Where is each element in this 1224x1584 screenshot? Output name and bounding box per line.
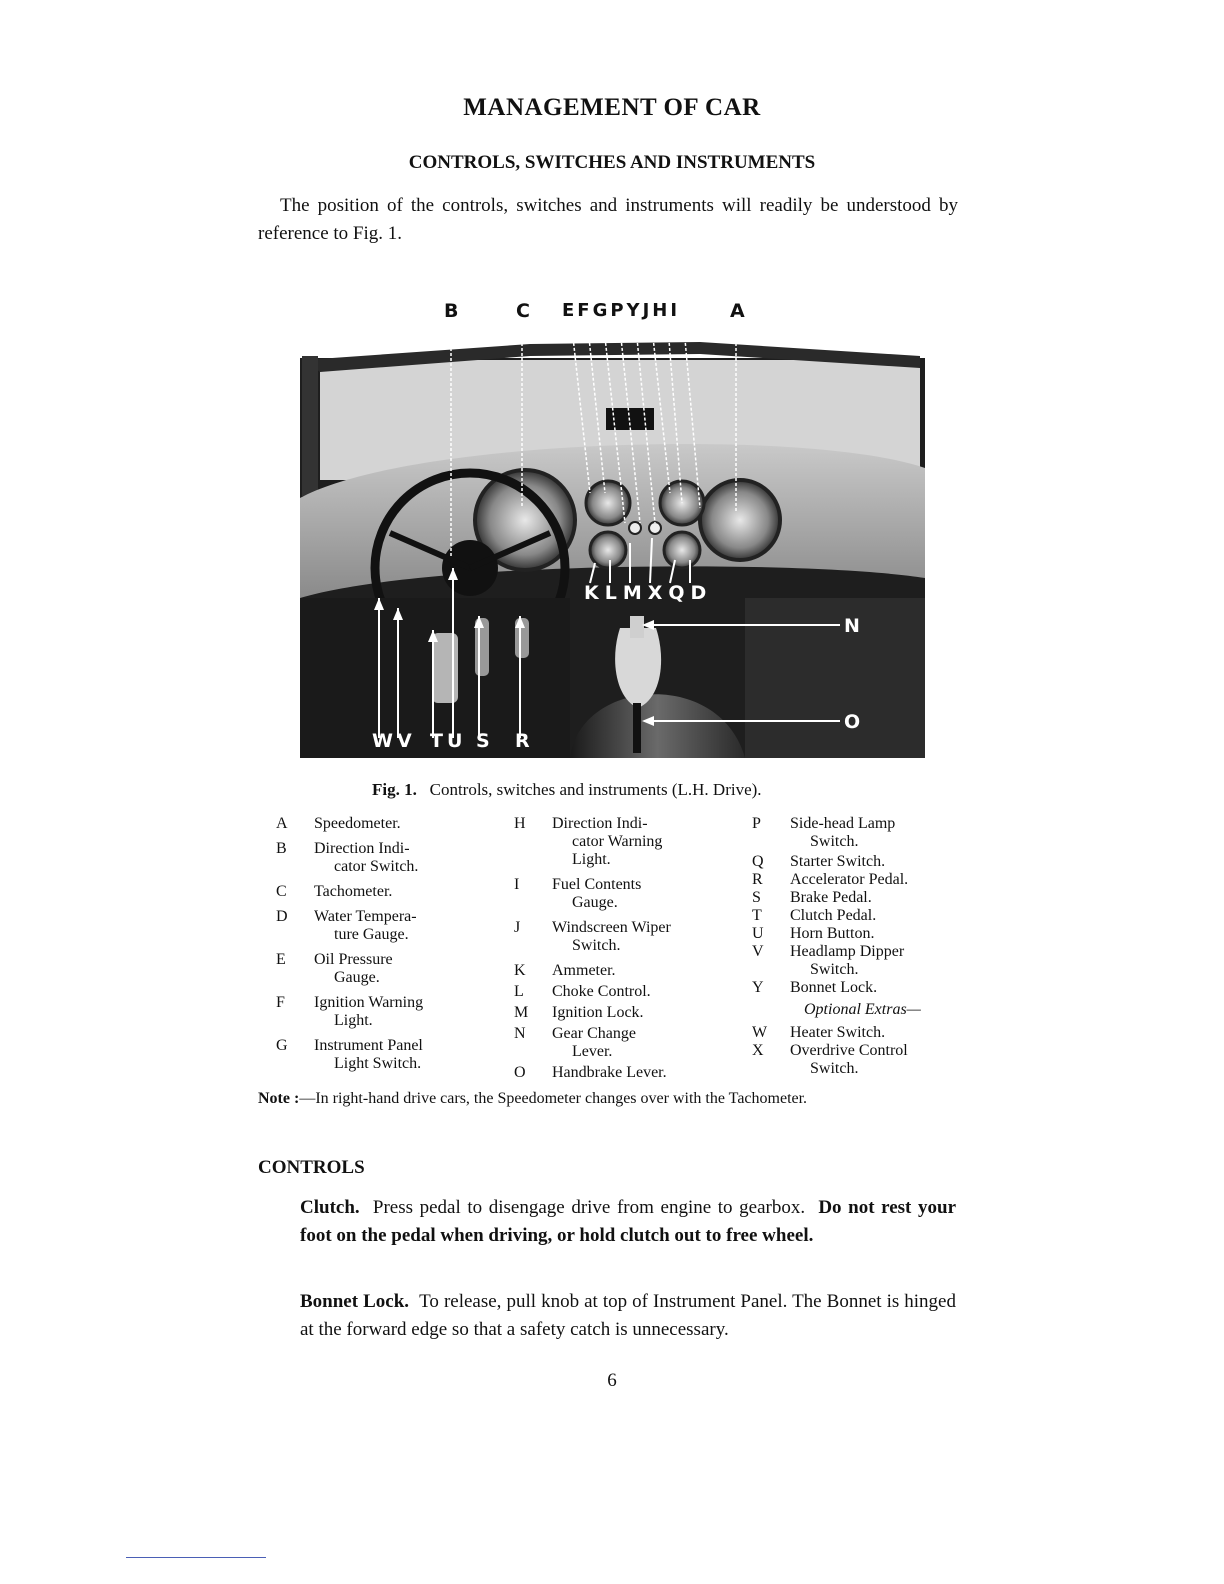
label-n: N bbox=[844, 615, 861, 637]
label-a: A bbox=[730, 300, 746, 322]
legend-text-cont: Gauge. bbox=[572, 894, 618, 911]
legend-column-1 bbox=[276, 815, 489, 1080]
label-tu: TU bbox=[430, 730, 467, 752]
legend-entry bbox=[752, 943, 965, 979]
legend-entry bbox=[276, 908, 489, 944]
legend-text: Handbrake Lever. bbox=[552, 1064, 667, 1081]
legend-text: Overdrive Control bbox=[790, 1042, 908, 1059]
legend-key: Q bbox=[752, 853, 764, 870]
bonnet-lock-text: To release, pull knob at top of Instrument Panel. The Bonnet is hinged at the forward edge so that a safety catch is unnecessary. bbox=[300, 1291, 956, 1340]
legend-key: T bbox=[752, 907, 762, 924]
legend-text: Speedometer. bbox=[314, 815, 401, 832]
legend-key: H bbox=[514, 815, 526, 832]
legend-text: Clutch Pedal. bbox=[790, 907, 877, 924]
legend-key: L bbox=[514, 983, 524, 1000]
figure-caption bbox=[372, 780, 762, 800]
legend-text: Heater Switch. bbox=[790, 1024, 886, 1041]
legend-text: Bonnet Lock. bbox=[790, 979, 878, 996]
legend-entry bbox=[276, 883, 489, 901]
legend-text: Ignition Warning bbox=[314, 994, 424, 1011]
legend-entry bbox=[514, 876, 727, 912]
bonnet-lock-label: Bonnet Lock. bbox=[300, 1291, 410, 1312]
legend-entry bbox=[752, 815, 965, 851]
bonnet-lock-paragraph bbox=[300, 1288, 956, 1344]
legend-key: C bbox=[276, 883, 287, 900]
note-label: Note : bbox=[258, 1090, 300, 1107]
legend-key: N bbox=[514, 1025, 526, 1042]
label-r: R bbox=[515, 730, 531, 752]
label-o: O bbox=[844, 711, 862, 733]
legend-key: K bbox=[514, 962, 526, 979]
legend-key: I bbox=[514, 876, 520, 893]
caption-text: Controls, switches and instruments (L.H. Drive). bbox=[429, 780, 762, 799]
label-group-klmxqd: KLMXQD bbox=[584, 582, 713, 604]
legend-text-cont: Lever. bbox=[572, 1043, 613, 1060]
legend-key: F bbox=[276, 994, 285, 1011]
clutch-label: Clutch. bbox=[300, 1197, 360, 1218]
dashboard-figure bbox=[290, 298, 930, 760]
legend-entry bbox=[276, 994, 489, 1030]
legend-entry bbox=[514, 962, 727, 980]
footer-rule bbox=[126, 1557, 266, 1558]
legend-text: Instrument Panel bbox=[314, 1037, 423, 1054]
legend-column-2 bbox=[514, 815, 727, 1089]
legend-key: Y bbox=[752, 979, 764, 996]
legend-key: V bbox=[752, 943, 764, 960]
label-b: B bbox=[444, 300, 460, 322]
legend-text: Accelerator Pedal. bbox=[790, 871, 909, 888]
legend-entry bbox=[752, 1024, 965, 1042]
controls-heading: CONTROLS bbox=[258, 1157, 365, 1178]
legend-entry bbox=[276, 815, 489, 833]
legend-key: S bbox=[752, 889, 761, 906]
legend-text-cont: Switch. bbox=[810, 1060, 859, 1077]
legend-entry bbox=[752, 925, 965, 943]
legend-text: Windscreen Wiper bbox=[552, 919, 671, 936]
legend-entry bbox=[514, 1004, 727, 1022]
dashboard-photo bbox=[290, 298, 930, 760]
legend-text: Gear Change bbox=[552, 1025, 636, 1042]
label-group-efgpyjhi: EFGPYJHI bbox=[562, 300, 681, 321]
legend-entry bbox=[514, 1064, 727, 1082]
clutch-paragraph bbox=[300, 1194, 956, 1250]
legend-text: Water Tempera- bbox=[314, 908, 417, 925]
legend-entry bbox=[752, 1042, 965, 1078]
legend-key: D bbox=[276, 908, 288, 925]
legend-key: A bbox=[276, 815, 288, 832]
legend-text: Ignition Lock. bbox=[552, 1004, 644, 1021]
legend-text-cont: Switch. bbox=[810, 961, 859, 978]
legend-key: O bbox=[514, 1064, 526, 1081]
legend-entry bbox=[276, 951, 489, 987]
legend-key: M bbox=[514, 1004, 529, 1021]
page-number: 6 bbox=[607, 1370, 617, 1391]
legend-text-cont: Light. bbox=[334, 1012, 373, 1029]
clutch-text: Press pedal to disengage drive from engine to gearbox. bbox=[372, 1197, 806, 1218]
label-c: C bbox=[516, 300, 531, 322]
legend-entry bbox=[514, 815, 727, 869]
legend-text-cont: Switch. bbox=[810, 833, 859, 850]
intro-paragraph: The position of the controls, switches and instruments will readily be understood by reference to Fig. 1. bbox=[258, 195, 958, 244]
legend-entry bbox=[752, 871, 965, 889]
legend-text: Fuel Contents bbox=[552, 876, 642, 893]
legend-text: Side-head Lamp bbox=[790, 815, 896, 832]
legend-text: Starter Switch. bbox=[790, 853, 886, 870]
legend-key: X bbox=[752, 1042, 764, 1059]
section-title: CONTROLS, SWITCHES AND INSTRUMENTS bbox=[408, 152, 816, 173]
legend-entry bbox=[276, 840, 489, 876]
legend-text: Oil Pressure bbox=[314, 951, 393, 968]
legend-key: P bbox=[752, 815, 761, 832]
legend-entry bbox=[276, 1037, 489, 1073]
legend-text-cont: Switch. bbox=[572, 937, 621, 954]
note-text: —In right-hand drive cars, the Speedometer changes over with the Tachometer. bbox=[299, 1090, 808, 1107]
legend-entry bbox=[752, 979, 965, 997]
legend-text-cont: cator Switch. bbox=[334, 858, 419, 875]
legend-text-cont: ture Gauge. bbox=[334, 926, 409, 943]
legend-text: Headlamp Dipper bbox=[790, 943, 905, 960]
legend-text: Choke Control. bbox=[552, 983, 651, 1000]
legend-entry bbox=[752, 853, 965, 871]
legend-key: G bbox=[276, 1037, 288, 1054]
legend-key: R bbox=[752, 871, 763, 888]
legend-text-cont: Light Switch. bbox=[334, 1055, 422, 1072]
label-s: S bbox=[476, 730, 491, 752]
legend-text-cont: Light. bbox=[572, 851, 611, 868]
legend-key: B bbox=[276, 840, 287, 857]
legend-text: Direction Indi- bbox=[552, 815, 648, 832]
legend-entry bbox=[514, 983, 727, 1001]
note bbox=[258, 1090, 807, 1108]
page-title: MANAGEMENT OF CAR bbox=[463, 94, 761, 121]
legend-entry bbox=[752, 889, 965, 907]
legend-text-cont: Gauge. bbox=[334, 969, 380, 986]
clutch-warning: Do not rest your foot on the pedal when driving, or hold clutch out to free wheel. bbox=[300, 1197, 956, 1246]
legend-entry bbox=[752, 907, 965, 925]
legend-key: J bbox=[514, 919, 521, 936]
legend-column-3 bbox=[752, 815, 965, 1078]
legend-key: E bbox=[276, 951, 286, 968]
legend-key: U bbox=[752, 925, 764, 942]
legend-text: Direction Indi- bbox=[314, 840, 410, 857]
legend-text: Tachometer. bbox=[314, 883, 393, 900]
legend-text: Horn Button. bbox=[790, 925, 875, 942]
legend-text-cont: cator Warning bbox=[572, 833, 663, 850]
caption-prefix: Fig. 1. bbox=[372, 780, 417, 799]
legend-text: Brake Pedal. bbox=[790, 889, 872, 906]
legend-key: W bbox=[752, 1024, 768, 1041]
legend-entry bbox=[514, 1025, 727, 1061]
legend-entry bbox=[514, 919, 727, 955]
legend-text: Ammeter. bbox=[552, 962, 616, 979]
optional-extras-heading: Optional Extras— bbox=[804, 1001, 921, 1018]
label-wv: WV bbox=[372, 730, 416, 752]
